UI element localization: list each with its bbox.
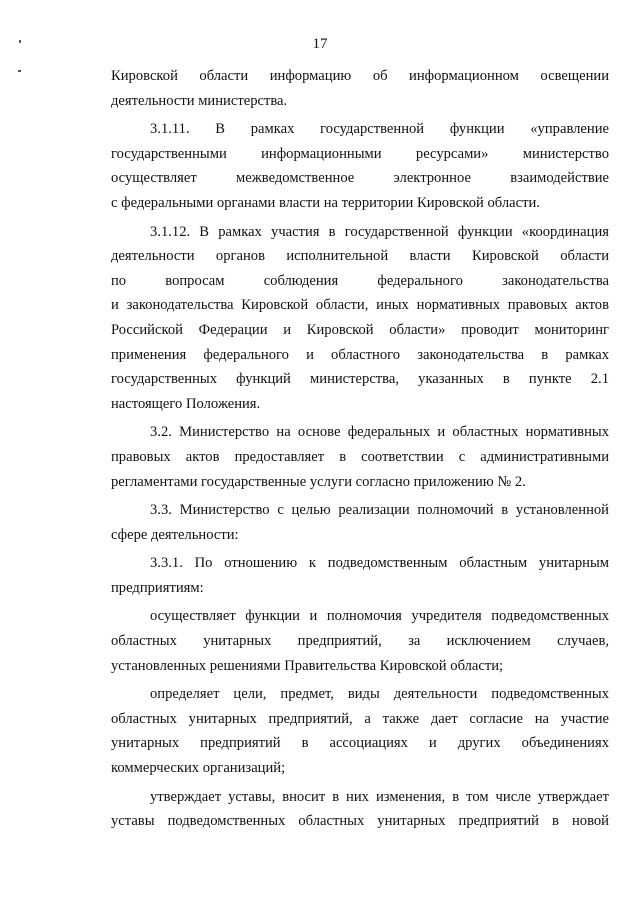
paragraph xyxy=(111,551,609,600)
text-line: применения федерального и областного законодательства в рамках xyxy=(111,346,609,363)
text-line: 3.3.1. По отношению к подведомственным областным унитарным xyxy=(150,555,609,572)
paragraph xyxy=(111,682,609,780)
text-line: государственными информационными ресурсами» министерство xyxy=(111,145,609,162)
text-line: правовых актов предоставляет в соответствии с административными xyxy=(111,448,609,465)
text-line: сфере деятельности: xyxy=(111,526,239,543)
text-line: регламентами государственные услуги согласно приложению № 2. xyxy=(111,473,526,490)
text-line: 3.2. Министерство на основе федеральных и областных нормативных xyxy=(150,424,609,441)
paragraph xyxy=(111,604,609,678)
scan-speck xyxy=(18,70,21,72)
text-line: Кировской области информацию об информационном освещении xyxy=(111,68,609,84)
text-line: 3.1.12. В рамках участия в государственной функции «координация xyxy=(150,223,609,240)
text-line: определяет цели, предмет, виды деятельности подведомственных xyxy=(150,686,609,703)
text-line: осуществляет межведомственное электронное взаимодействие xyxy=(111,170,609,187)
text-line: Российской Федерации и Кировской области» проводит мониторинг xyxy=(111,321,609,338)
text-line: областных унитарных предприятий, за исключением случаев, xyxy=(111,633,609,650)
text-line: 3.1.11. В рамках государственной функции «управление xyxy=(150,121,609,138)
paragraph xyxy=(111,117,609,215)
text-line: унитарных предприятий в ассоциациях и других объединениях xyxy=(111,735,609,752)
text-line: деятельности органов исполнительной власти Кировской области xyxy=(111,248,609,265)
text-line: утверждает уставы, вносит в них изменения, в том числе утверждает xyxy=(150,788,609,805)
text-line: осуществляет функции и полномочия учредителя подведомственных xyxy=(150,608,609,625)
paragraph xyxy=(111,785,609,834)
paragraph xyxy=(111,420,609,494)
text-line: по вопросам соблюдения федерального законодательства xyxy=(111,272,609,289)
text-line: коммерческих организаций; xyxy=(111,760,286,777)
text-line: настоящего Положения. xyxy=(111,395,261,412)
page-number: 17 xyxy=(312,36,328,52)
paragraph xyxy=(111,64,609,113)
text-line: и законодательства Кировской области, иных нормативных правовых актов xyxy=(111,297,609,314)
text-line: деятельности министерства. xyxy=(111,92,288,109)
text-line: предприятиям: xyxy=(111,579,204,596)
text-line: областных унитарных предприятий, а также дает согласие на участие xyxy=(111,710,609,727)
text-line: с федеральными органами власти на территории Кировской области. xyxy=(111,194,540,211)
text-line: государственных функций министерства, указанных в пункте 2.1 xyxy=(111,371,609,388)
text-line: уставы подведомственных областных унитарных предприятий в новой xyxy=(111,813,609,830)
document-body xyxy=(111,64,609,834)
text-line: 3.3. Министерство с целью реализации полномочий в установленной xyxy=(150,502,609,519)
paragraph xyxy=(111,498,609,547)
text-line: установленных решениями Правительства Кировской области; xyxy=(111,657,504,674)
paragraph xyxy=(111,220,609,417)
